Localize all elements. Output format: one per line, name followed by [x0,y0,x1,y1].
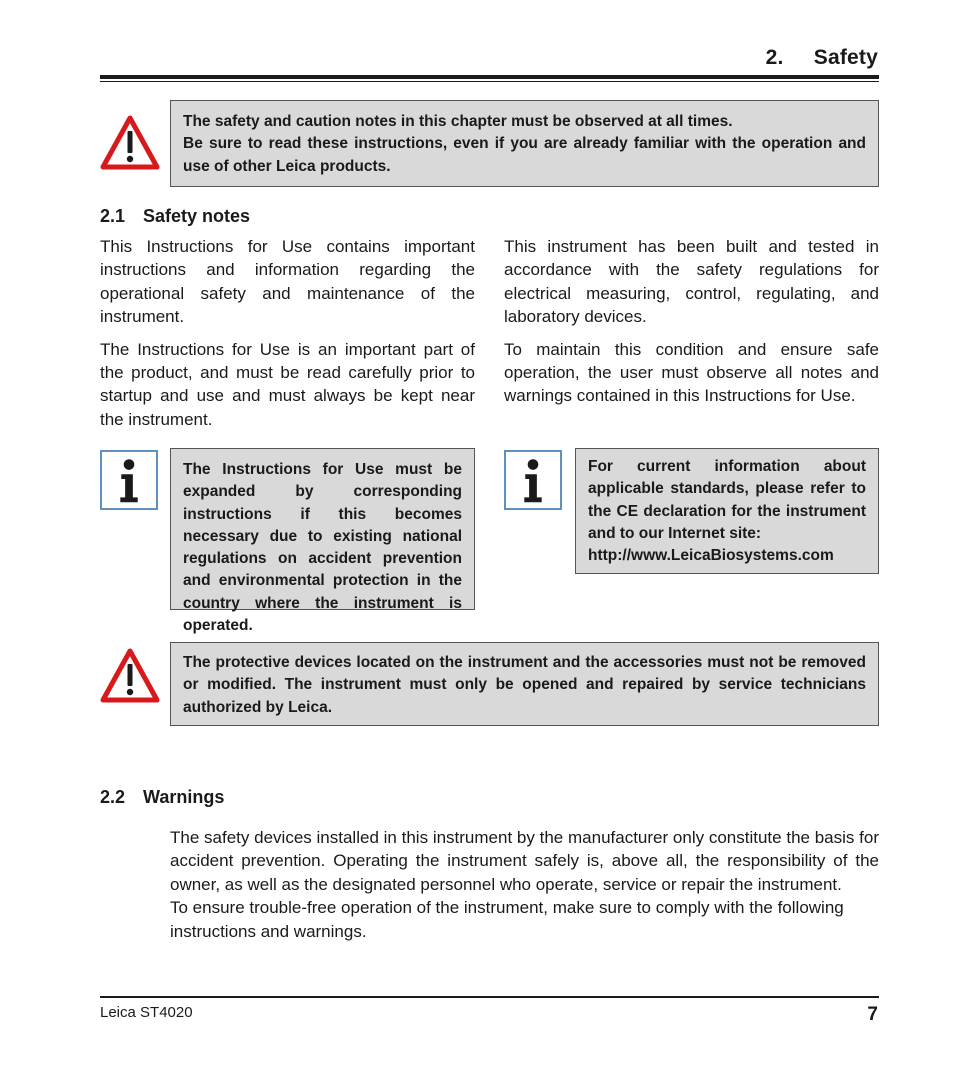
paragraph: To maintain this condition and ensure safe operation, the user must observe all notes and warnings contained in this Instructions for Use. [504,339,879,406]
paragraph: The Instructions for Use is an important part of the product, and must be read carefully prior to startup and use and must always be kept near the instrument. [100,339,475,429]
footer-product-name: Leica ST4020 [100,1004,193,1021]
header-rule [100,75,879,79]
info-right-url: http://www.LeicaBiosystems.com [588,547,834,565]
caution-top-line2: Be sure to read these instructions, even if you are already familiar with the operation and use of other Leica products. [183,135,866,175]
paragraph: To ensure trouble-free operation of the instrument, make sure to comply with the following instructions and warnings. [170,898,844,941]
section-title: Warnings [143,787,225,807]
paragraph: This instrument has been built and tested in accordance with the safety regulations for electrical measuring, control, regulating, and laboratory devices. [504,237,879,327]
info-icon [100,450,158,510]
paragraph: This Instructions for Use contains important instructions and information regarding the operational safety and maintenance of the instrument. [100,237,475,327]
info-box-left [170,448,475,635]
info-icon [504,450,562,510]
section-2-1-left-column [100,235,475,440]
footer-rule [100,996,879,998]
section-number: 2.1 [100,206,126,226]
section-2-2-body [170,826,879,943]
info-box-right [575,448,879,574]
page-header-title: 2. Safety [765,46,878,69]
paragraph: The safety devices installed in this instrument by the manufacturer only constitute the basis for accident prevention. Operating the instrument safely is, above all, the responsibility of the owner, as well as the designated personnel who operate, service or repair the instrument. [170,828,879,894]
warning-triangle-icon [100,648,160,704]
section-2-2-heading [100,787,224,808]
section-2-1-heading [100,206,250,227]
info-left-text: The Instructions for Use must be expanded by corresponding instructions if this becomes necessary due to existing national regulations on accident prevention and environmental protection in the country where the instrument is operated. [183,461,462,635]
caution-top-line1: The safety and caution notes in this chapter must be observed at all times. [183,113,733,130]
section-2-1-right-column [504,235,879,417]
caution-mid-text: The protective devices located on the instrument and the accessories must not be removed or modified. The instrument must only be opened and repaired by service technicians authorized by Leica. [183,654,866,716]
header-rule-thin [100,81,879,82]
warning-triangle-icon [100,115,160,171]
caution-box-middle [170,642,879,726]
info-right-text: For current information about applicable standards, please refer to the CE declaration for the instrument and to our Internet site: [588,458,866,542]
caution-box-top [170,100,879,187]
page-number: 7 [867,1004,878,1025]
section-title: Safety notes [143,206,251,226]
section-number: 2.2 [100,787,126,807]
